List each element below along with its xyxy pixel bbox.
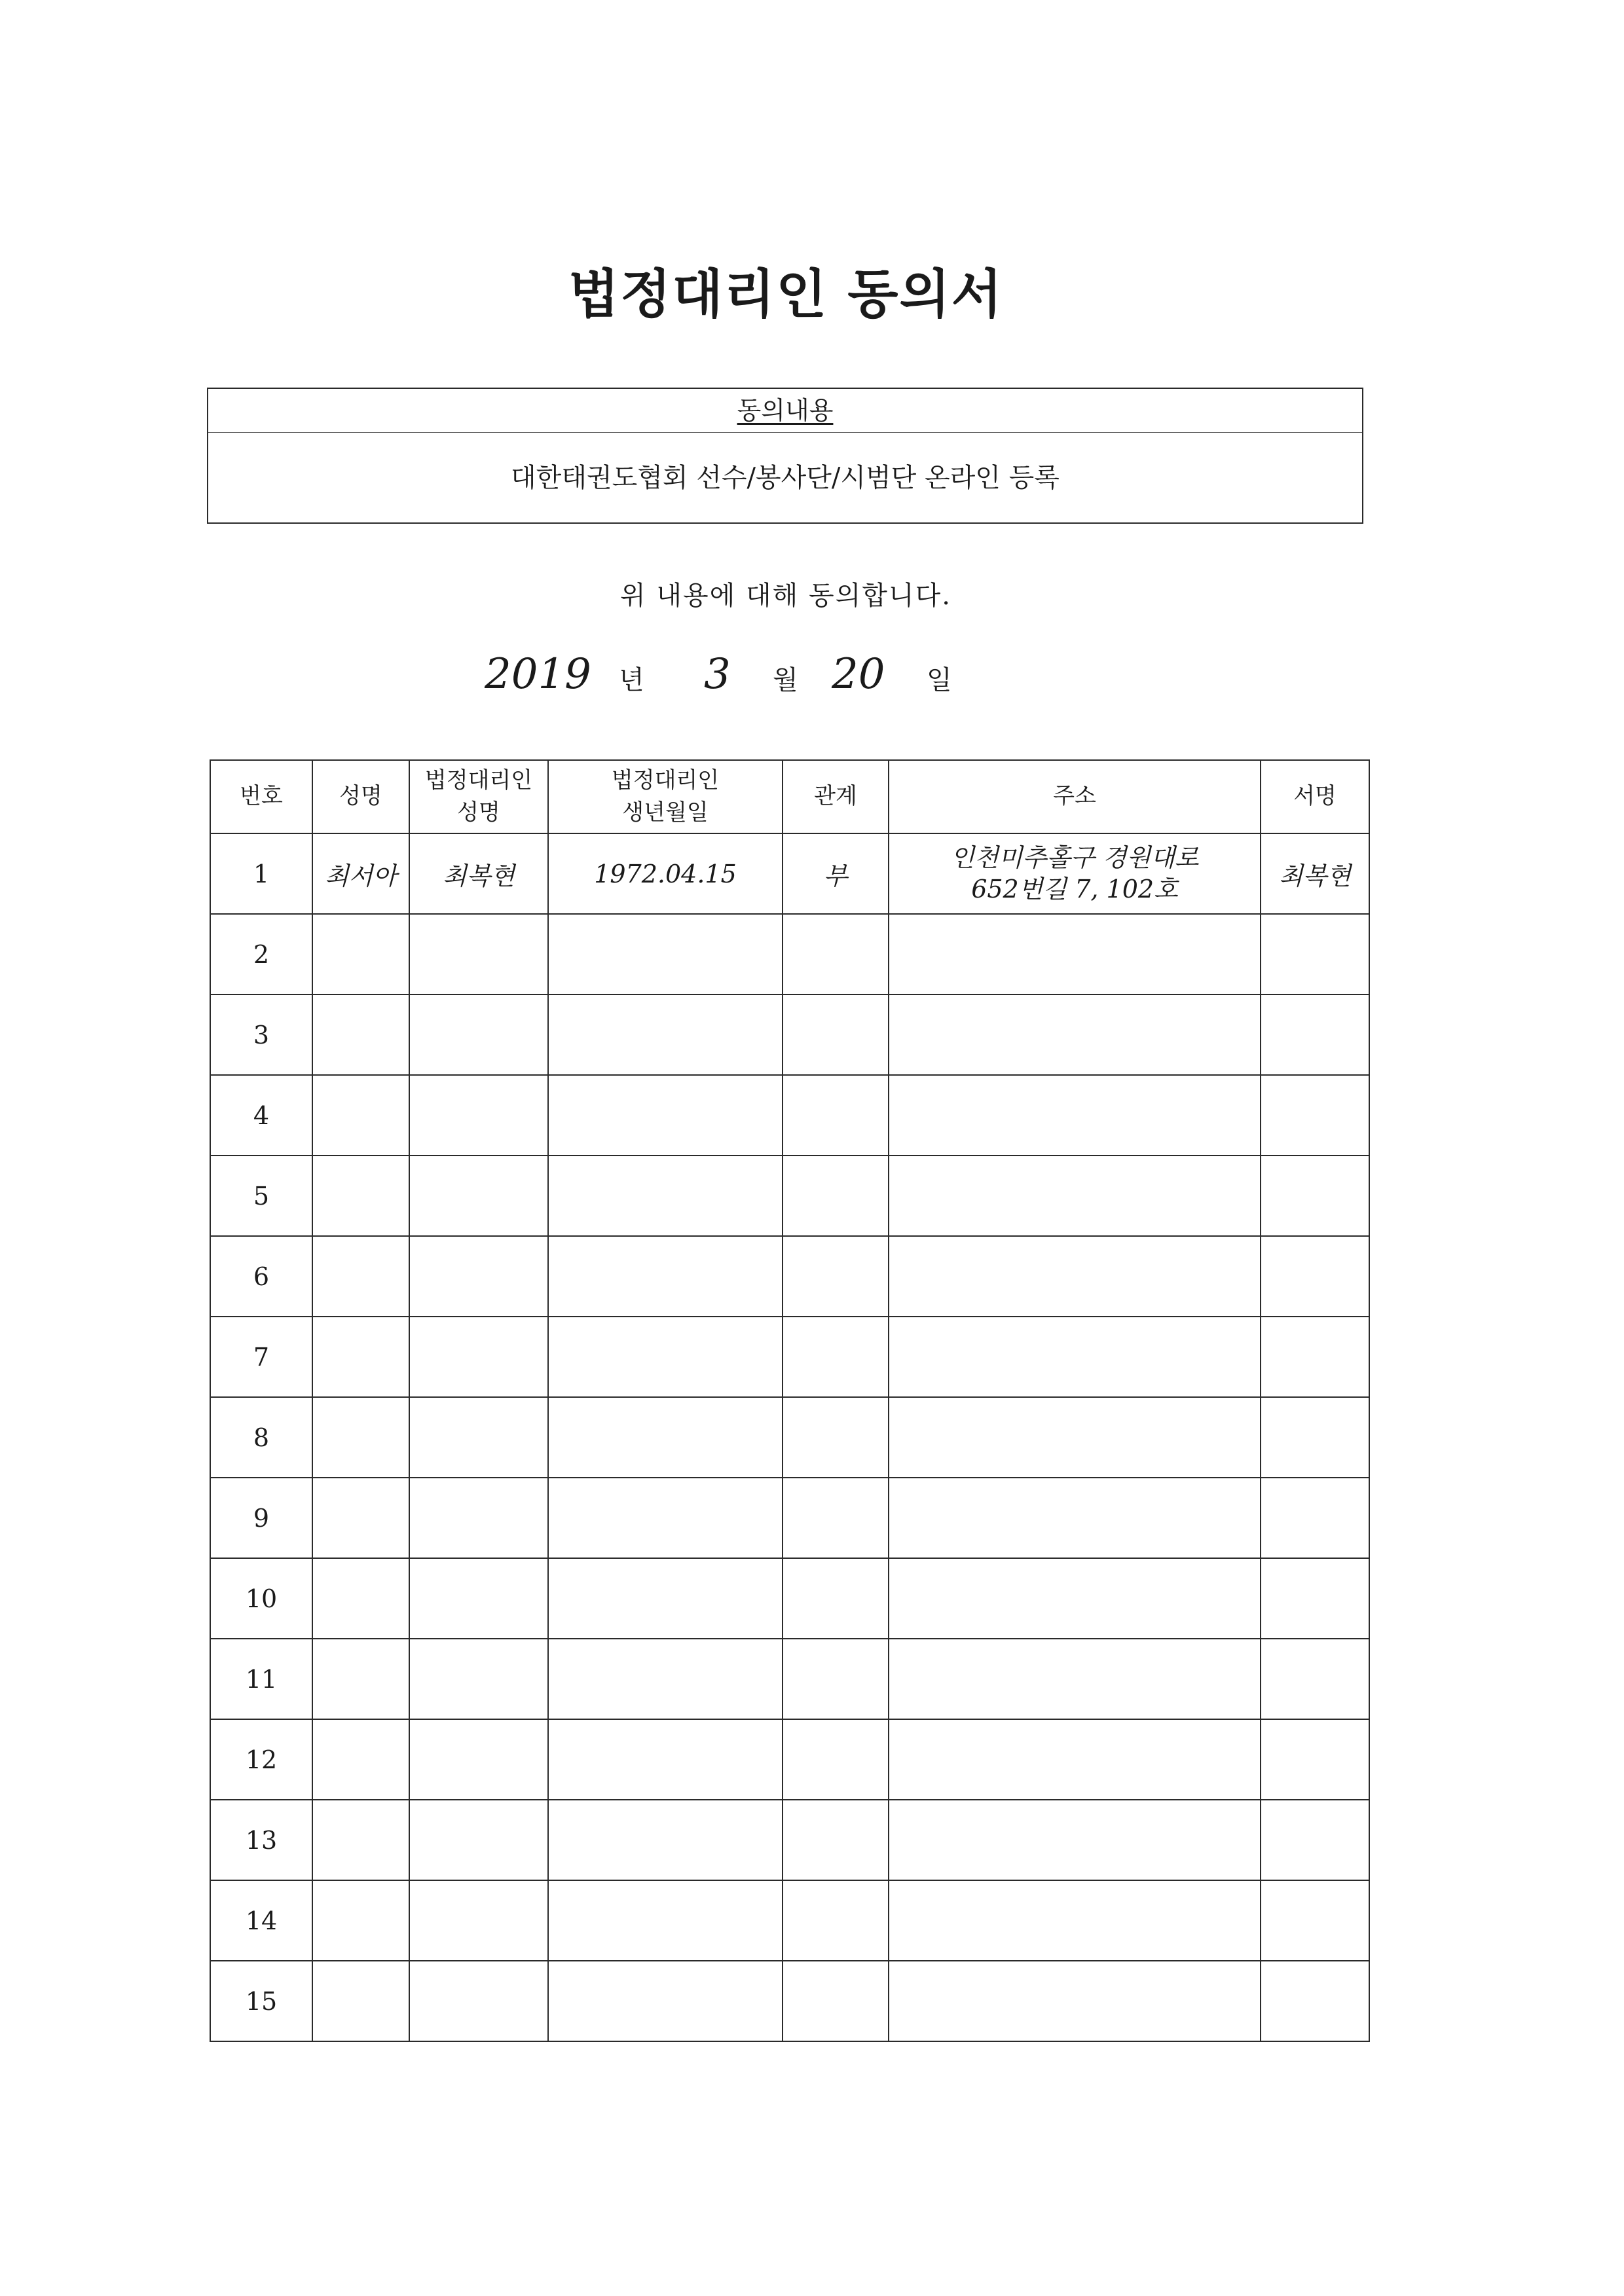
- header-address: 주소: [889, 760, 1261, 833]
- row-address: [889, 1478, 1261, 1558]
- row-signature: [1261, 1236, 1369, 1317]
- header-signature: 서명: [1261, 760, 1369, 833]
- date-year-handwritten: 2019: [485, 650, 591, 699]
- row-name: [312, 994, 409, 1075]
- row-guardian-birth: [548, 1075, 783, 1156]
- row-relation: 부: [783, 833, 889, 914]
- row-guardian-name: [409, 914, 548, 994]
- row-name: [312, 1558, 409, 1639]
- row-name: 최서아: [312, 833, 409, 914]
- row-guardian-birth: [548, 994, 783, 1075]
- consent-header: [208, 389, 1362, 433]
- row-address: [889, 1236, 1261, 1317]
- header-guardian-birth: [548, 760, 783, 833]
- row-guardian-birth: [548, 914, 783, 994]
- row-signature: [1261, 1156, 1369, 1236]
- table-row: [210, 914, 1369, 994]
- row-address: [889, 1075, 1261, 1156]
- header-guardian-birth-line2: 생년월일: [622, 799, 709, 826]
- row-address: [889, 1719, 1261, 1800]
- row-number: 7: [210, 1317, 312, 1397]
- row-number: 5: [210, 1156, 312, 1236]
- row-number: 6: [210, 1236, 312, 1317]
- row-guardian-birth: [548, 1800, 783, 1880]
- row-signature: [1261, 914, 1369, 994]
- table-row: [210, 1880, 1369, 1961]
- row-address-line1: 인천미추홀구 경원대로: [950, 843, 1199, 872]
- row-number: 11: [210, 1639, 312, 1719]
- row-number: 15: [210, 1961, 312, 2041]
- row-name: [312, 1075, 409, 1156]
- header-guardian-name: [409, 760, 548, 833]
- consent-content: 대한태권도협회 선수/봉사단/시범단 온라인 등록: [511, 463, 1060, 493]
- row-name: [312, 1639, 409, 1719]
- row-signature: [1261, 1397, 1369, 1478]
- date-month-handwritten: 3: [704, 650, 731, 699]
- row-address: [889, 1800, 1261, 1880]
- table-row: [210, 1478, 1369, 1558]
- row-guardian-name: [409, 1800, 548, 1880]
- table-row: [210, 1961, 1369, 2041]
- row-guardian-name: [409, 1639, 548, 1719]
- row-guardian-name: [409, 1961, 548, 2041]
- table-row: [210, 994, 1369, 1075]
- row-guardian-birth: [548, 1558, 783, 1639]
- table-row: [210, 1800, 1369, 1880]
- row-guardian-birth: [548, 1719, 783, 1800]
- row-signature: [1261, 1961, 1369, 2041]
- row-guardian-name: [409, 1558, 548, 1639]
- row-guardian-name: [409, 1156, 548, 1236]
- consent-header-label: 동의내용: [737, 396, 834, 425]
- agreement-statement: 위 내용에 대해 동의합니다.: [620, 581, 951, 611]
- row-guardian-birth: [548, 1317, 783, 1397]
- table-row: [210, 833, 1369, 914]
- header-name: 성명: [312, 760, 409, 833]
- row-guardian-name: [409, 1075, 548, 1156]
- row-number: 4: [210, 1075, 312, 1156]
- row-relation: [783, 914, 889, 994]
- row-guardian-birth: [548, 1880, 783, 1961]
- row-signature: [1261, 1800, 1369, 1880]
- row-number: 13: [210, 1800, 312, 1880]
- row-relation: [783, 1558, 889, 1639]
- header-guardian-name-line1: 법정대리인: [424, 767, 533, 793]
- date-year-unit: 년: [619, 665, 644, 695]
- row-name: [312, 1156, 409, 1236]
- table-row: [210, 1639, 1369, 1719]
- row-signature: [1261, 994, 1369, 1075]
- consent-box: [207, 388, 1363, 524]
- row-signature: [1261, 1317, 1369, 1397]
- row-address: [889, 1880, 1261, 1961]
- row-address: [889, 994, 1261, 1075]
- row-address: [889, 1961, 1261, 2041]
- row-relation: [783, 1397, 889, 1478]
- row-number: 14: [210, 1880, 312, 1961]
- row-guardian-birth: 1972.04.15: [548, 833, 783, 914]
- row-guardian-name: [409, 1317, 548, 1397]
- row-relation: [783, 1075, 889, 1156]
- date-line: [485, 645, 1139, 710]
- row-name: [312, 1478, 409, 1558]
- row-name: [312, 1317, 409, 1397]
- row-relation: [783, 994, 889, 1075]
- row-name: [312, 1719, 409, 1800]
- row-relation: [783, 1719, 889, 1800]
- date-day-handwritten: 20: [832, 650, 885, 699]
- table-row: [210, 1397, 1369, 1478]
- row-name: [312, 1397, 409, 1478]
- row-address: [889, 1397, 1261, 1478]
- header-number: 번호: [210, 760, 312, 833]
- table-row: [210, 1156, 1369, 1236]
- row-guardian-name: [409, 1236, 548, 1317]
- row-address: [889, 1558, 1261, 1639]
- table-row: [210, 1236, 1369, 1317]
- row-name: [312, 1800, 409, 1880]
- header-relation: 관계: [783, 760, 889, 833]
- row-signature: [1261, 1558, 1369, 1639]
- row-relation: [783, 1236, 889, 1317]
- row-relation: [783, 1317, 889, 1397]
- row-relation: [783, 1880, 889, 1961]
- row-guardian-birth: [548, 1639, 783, 1719]
- row-relation: [783, 1156, 889, 1236]
- row-guardian-name: [409, 1719, 548, 1800]
- row-guardian-name: [409, 1880, 548, 1961]
- date-day-unit: 일: [927, 665, 952, 695]
- row-guardian-name: [409, 1478, 548, 1558]
- row-relation: [783, 1639, 889, 1719]
- row-address: [889, 1639, 1261, 1719]
- row-number: 9: [210, 1478, 312, 1558]
- row-number: 2: [210, 914, 312, 994]
- row-address: [889, 1156, 1261, 1236]
- row-guardian-birth: [548, 1478, 783, 1558]
- header-guardian-birth-line1: 법정대리인: [611, 767, 720, 793]
- row-signature: [1261, 1075, 1369, 1156]
- row-number: 3: [210, 994, 312, 1075]
- table-row: [210, 1317, 1369, 1397]
- row-guardian-name: [409, 1397, 548, 1478]
- document-title: 법정대리인 동의서: [568, 263, 1004, 325]
- row-guardian-name: [409, 994, 548, 1075]
- row-number: 10: [210, 1558, 312, 1639]
- row-name: [312, 1236, 409, 1317]
- row-signature: 최복현: [1261, 833, 1369, 914]
- header-guardian-name-line2: 성명: [457, 799, 500, 826]
- row-name: [312, 1880, 409, 1961]
- table-header-row: [210, 760, 1369, 833]
- row-address-line2: 652번길 7, 102호: [971, 874, 1178, 903]
- table-row: [210, 1075, 1369, 1156]
- row-address: [889, 1317, 1261, 1397]
- row-signature: [1261, 1880, 1369, 1961]
- row-relation: [783, 1478, 889, 1558]
- row-address: [889, 914, 1261, 994]
- row-relation: [783, 1800, 889, 1880]
- row-relation: [783, 1961, 889, 2041]
- table-row: [210, 1719, 1369, 1800]
- row-signature: [1261, 1478, 1369, 1558]
- row-name: [312, 1961, 409, 2041]
- row-number: 1: [210, 833, 312, 914]
- row-address: [889, 833, 1261, 914]
- table-row: [210, 1558, 1369, 1639]
- row-signature: [1261, 1639, 1369, 1719]
- row-number: 8: [210, 1397, 312, 1478]
- row-guardian-birth: [548, 1156, 783, 1236]
- date-month-unit: 월: [773, 665, 798, 695]
- row-guardian-birth: [548, 1397, 783, 1478]
- row-number: 12: [210, 1719, 312, 1800]
- guardian-registration-table: [210, 759, 1370, 2042]
- row-signature: [1261, 1719, 1369, 1800]
- row-guardian-birth: [548, 1961, 783, 2041]
- row-guardian-name: 최복현: [409, 833, 548, 914]
- row-guardian-birth: [548, 1236, 783, 1317]
- row-name: [312, 914, 409, 994]
